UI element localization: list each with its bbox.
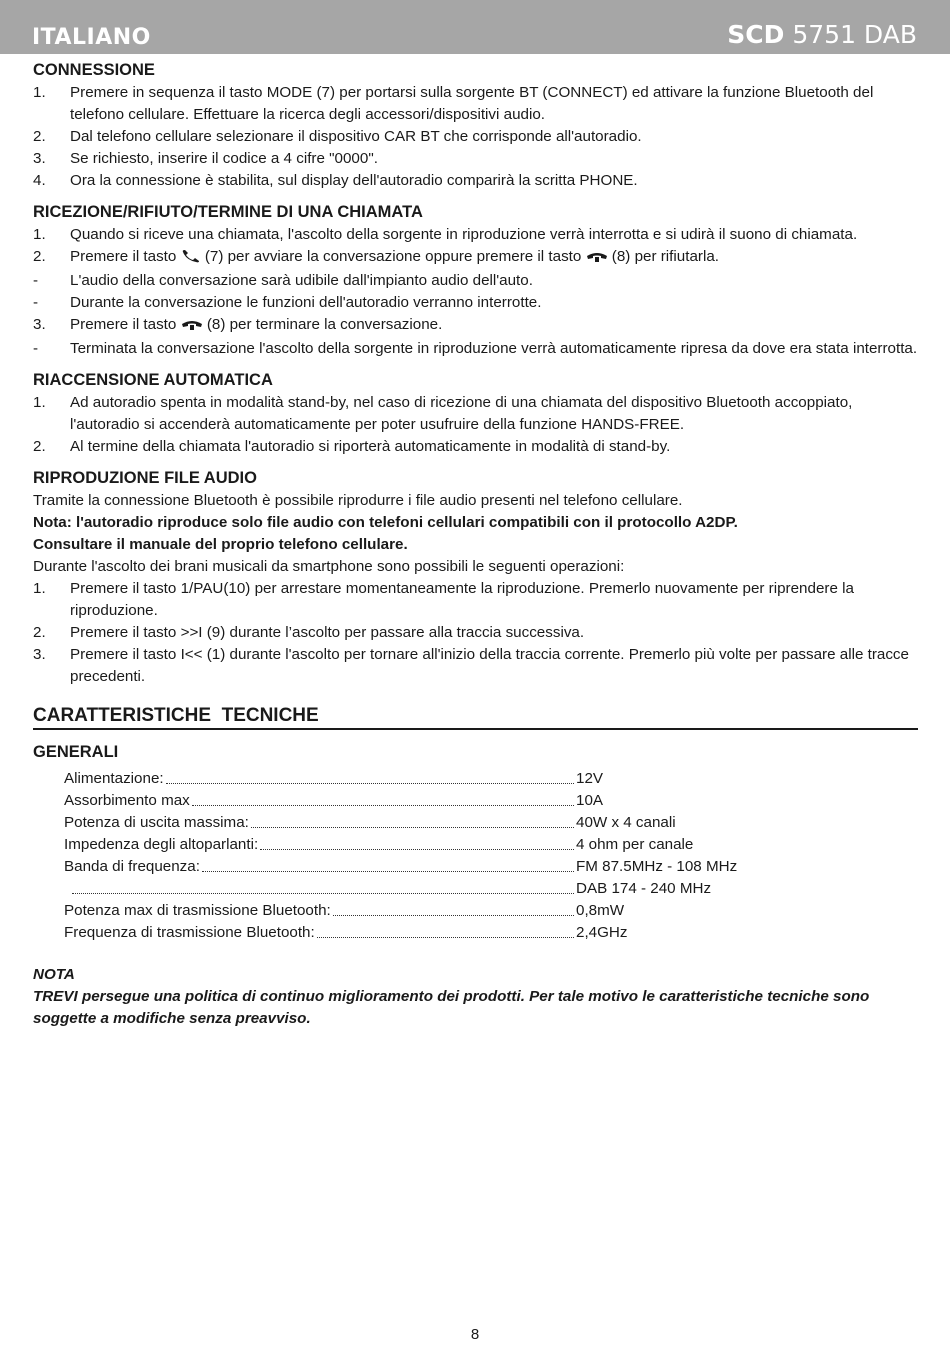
nota-title: NOTA xyxy=(33,966,75,983)
page-header xyxy=(0,0,950,54)
section-title: RIACCENSIONE AUTOMATICA xyxy=(33,371,273,389)
nota-block xyxy=(33,964,918,1030)
list-item: 1. Ad autoradio spenta in modalità stand-by, nel caso di ricezione di una chiamata del dispositivo Bluetooth accoppiato, l'autoradio si accenderà automaticamente per poter usufruire della funzione HANDS-FREE. xyxy=(33,394,853,433)
list-item: - L'audio della conversazione sarà udibile dall'impianto audio dell'auto. xyxy=(33,272,533,289)
spec-row: Assorbimento max 10A xyxy=(64,792,604,809)
note-text: Nota: l'autoradio riproduce solo file audio con telefoni cellulari compatibili con il protocollo A2DP. xyxy=(33,514,738,531)
section-title: RIPRODUZIONE FILE AUDIO xyxy=(33,469,257,487)
specs-table xyxy=(33,768,918,944)
specs-subtitle: GENERALI xyxy=(33,743,119,761)
list-item: - Durante la conversazione le funzioni dell'autoradio verranno interrotte. xyxy=(33,294,542,311)
list-item: - Terminata la conversazione l'ascolto della sorgente in riproduzione verrà automaticamente ripresa da dove era stata interrotta. xyxy=(33,340,918,357)
phone-hangup-icon xyxy=(586,248,608,270)
spec-row: Banda di frequenza: FM 87.5MHz - 108 MHz xyxy=(64,858,738,875)
spec-row: Alimentazione: 12V xyxy=(64,770,604,787)
list-item: 3. Premere il tasto (8) per terminare la conversazione. xyxy=(33,314,918,338)
list-item: 3. Premere il tasto I<< (1) durante l'ascolto per tornare all'inizio della traccia corrente. Premerlo più volte per passare alle tracce precedenti. xyxy=(33,646,909,685)
paragraph: Durante l'ascolto dei brani musicali da smartphone sono possibili le seguenti operazioni: xyxy=(33,558,625,575)
document-body xyxy=(33,58,918,1030)
list-item: 2. Premere il tasto (7) per avviare la conversazione oppure premere il tasto (8) per rifiutarla. xyxy=(33,246,918,270)
section-riproduzione xyxy=(33,466,918,688)
paragraph: Tramite la connessione Bluetooth è possibile riprodurre i file audio presenti nel telefono cellulare. xyxy=(33,492,683,509)
note-text: Consultare il manuale del proprio telefono cellulare. xyxy=(33,536,408,553)
section-riaccensione xyxy=(33,368,918,458)
section-title: CONNESSIONE xyxy=(33,61,155,79)
phone-call-icon xyxy=(181,248,201,270)
list-item: 1. Quando si riceve una chiamata, l'ascolto della sorgente in riproduzione verrà interrotta e si udirà il suono di chiamata. xyxy=(33,226,858,243)
model-brand: SCD xyxy=(727,20,785,49)
spec-row: DAB 174 - 240 MHz xyxy=(64,878,754,900)
spec-row: Frequenza di trasmissione Bluetooth: 2,4GHz xyxy=(64,924,628,941)
spec-row: Impedenza degli altoparlanti: 4 ohm per canale xyxy=(64,836,694,853)
list-item: 3. Se richiesto, inserire il codice a 4 cifre "0000". xyxy=(33,150,378,167)
model-name xyxy=(727,20,917,49)
section-title: RICEZIONE/RIFIUTO/TERMINE DI UNA CHIAMATA xyxy=(33,203,423,221)
spec-row: Potenza di uscita massima: 40W x 4 canali xyxy=(64,814,676,831)
nota-text: TREVI persegue una politica di continuo miglioramento dei prodotti. Per tale motivo le caratteristiche tecniche sono soggette a modifiche senza preavviso. xyxy=(33,988,870,1027)
list-item: 4. Ora la connessione è stabilita, sul display dell'autoradio comparirà la scritta PHONE. xyxy=(33,172,638,189)
list-item: 1. Premere il tasto 1/PAU(10) per arrestare momentaneamente la riproduzione. Premerlo nuovamente per riprendere la riproduzione. xyxy=(33,580,854,619)
list-item: 1. Premere in sequenza il tasto MODE (7) per portarsi sulla sorgente BT (CONNECT) ed attivare la funzione Bluetooth del telefono cellulare. Effettuare la ricerca degli accessori/dispositivi audio. xyxy=(33,84,874,123)
phone-hangup-icon xyxy=(181,316,203,338)
section-chiamata xyxy=(33,200,918,360)
list-item: 2. Al termine della chiamata l'autoradio si riporterà automaticamente in modalità di stand-by. xyxy=(33,438,671,455)
section-connessione xyxy=(33,58,918,192)
list-item: 2. Dal telefono cellulare selezionare il dispositivo CAR BT che corrisponde all'autoradio. xyxy=(33,128,642,145)
list-item: 2. Premere il tasto >>I (9) durante l’ascolto per passare alla traccia successiva. xyxy=(33,624,585,641)
language-label: ITALIANO xyxy=(32,25,151,50)
spec-row: Potenza max di trasmissione Bluetooth: 0,8mW xyxy=(64,902,625,919)
page-number: 8 xyxy=(470,1326,480,1343)
model-number: 5751 DAB xyxy=(792,20,917,49)
specs-heading: CARATTERISTICHE TECNICHE xyxy=(33,704,918,730)
